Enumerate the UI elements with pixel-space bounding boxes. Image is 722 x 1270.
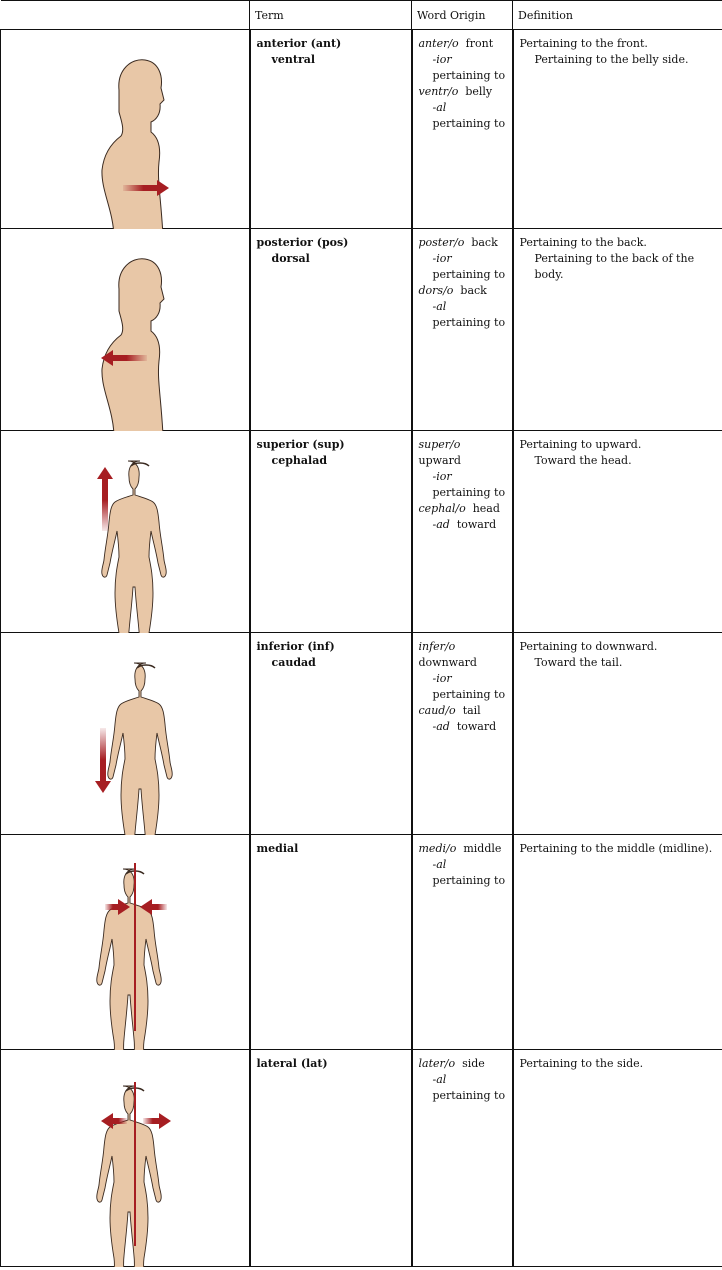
word-origin-cell	[412, 633, 513, 835]
body-arrow-up-icon	[1, 431, 249, 633]
table-row	[1, 431, 722, 633]
table-row	[1, 30, 722, 229]
origin-meaning: pertaining to	[432, 69, 506, 82]
definition-main: Pertaining to downward.	[519, 640, 658, 653]
origin-meaning: side	[462, 1057, 485, 1070]
body-midline-arrows-inward-icon	[1, 835, 249, 1050]
definition-cell	[513, 835, 722, 1050]
definition-main: Pertaining to upward.	[519, 438, 642, 451]
origin-meaning: back	[471, 236, 498, 249]
origin-root: later/o	[418, 1057, 456, 1070]
header-figure	[1, 1, 250, 30]
origin-meaning: pertaining to	[432, 874, 506, 887]
origin-line	[419, 299, 506, 331]
origin-line	[419, 1056, 506, 1072]
origin-root: -ior	[432, 252, 452, 265]
origin-root: -ior	[432, 672, 452, 685]
origin-meaning: pertaining to	[432, 1089, 506, 1102]
origin-root: poster/o	[418, 236, 465, 249]
origin-root: -ad	[432, 518, 450, 531]
figure-cell	[1, 835, 250, 1050]
definition-main: Pertaining to the side.	[519, 1057, 644, 1070]
term-cell	[250, 1050, 412, 1267]
definition-sub: Pertaining to the belly side.	[534, 53, 689, 66]
figure-cell	[1, 229, 250, 431]
term-cell	[250, 229, 412, 431]
definition-main: Pertaining to the middle (midline).	[519, 842, 713, 855]
origin-line	[419, 36, 506, 52]
word-origin-cell	[412, 431, 513, 633]
origin-root: medi/o	[418, 842, 457, 855]
term-cell	[250, 835, 412, 1050]
origin-line	[419, 84, 506, 100]
origin-meaning: head	[472, 502, 500, 515]
header-definition: Definition	[513, 1, 722, 30]
origin-root: caud/o	[418, 704, 456, 717]
header-term: Term	[250, 1, 412, 30]
origin-root: -al	[432, 300, 447, 313]
figure-cell	[1, 633, 250, 835]
word-origin-cell	[412, 229, 513, 431]
torso-profile-arrow-backward-icon	[1, 229, 249, 431]
term-cell	[250, 30, 412, 229]
definition-sub: Toward the head.	[534, 454, 632, 467]
table-row	[1, 1050, 722, 1267]
term-main: superior (sup)	[256, 438, 345, 451]
origin-line	[419, 703, 506, 719]
origin-meaning: middle	[463, 842, 502, 855]
origin-line	[419, 639, 506, 671]
term-synonym: caudad	[271, 656, 316, 669]
origin-root: infer/o	[418, 640, 456, 653]
origin-root: ventr/o	[418, 85, 459, 98]
origin-root: super/o	[418, 438, 461, 451]
definition-cell	[513, 431, 722, 633]
term-main: inferior (inf)	[256, 640, 335, 653]
origin-meaning: belly	[465, 85, 493, 98]
origin-root: -al	[432, 101, 447, 114]
origin-meaning: tail	[462, 704, 481, 717]
definition-main: Pertaining to the front.	[519, 37, 648, 50]
origin-meaning: back	[460, 284, 487, 297]
definition-sub: Toward the tail.	[534, 656, 623, 669]
origin-line	[419, 52, 506, 84]
term-synonym: dorsal	[271, 252, 310, 265]
origin-meaning: pertaining to	[432, 268, 506, 281]
origin-meaning: front	[465, 37, 494, 50]
torso-profile-arrow-forward-icon	[1, 30, 249, 229]
origin-line	[419, 437, 506, 469]
header-row	[1, 1, 722, 30]
origin-meaning: pertaining to	[432, 688, 506, 701]
origin-meaning: upward	[418, 454, 461, 467]
origin-line	[419, 841, 506, 857]
table-row	[1, 835, 722, 1050]
word-origin-cell	[412, 1050, 513, 1267]
definition-cell	[513, 30, 722, 229]
origin-line	[419, 501, 506, 517]
definition-cell	[513, 1050, 722, 1267]
origin-line	[419, 671, 506, 703]
definition-cell	[513, 229, 722, 431]
table-row	[1, 229, 722, 431]
definition-sub: Pertaining to the back of the body.	[534, 252, 695, 281]
origin-line	[419, 251, 506, 283]
origin-line	[419, 100, 506, 132]
definition-cell	[513, 633, 722, 835]
origin-line	[419, 469, 506, 501]
figure-cell	[1, 431, 250, 633]
origin-line	[419, 1072, 506, 1104]
body-midline-arrows-outward-icon	[1, 1050, 249, 1267]
origin-root: -ior	[432, 470, 452, 483]
term-main: posterior (pos)	[256, 236, 349, 249]
body-arrow-down-icon	[1, 633, 249, 835]
origin-meaning: toward	[456, 518, 497, 531]
origin-line	[419, 517, 506, 533]
header-origin: Word Origin	[412, 1, 513, 30]
definition-main: Pertaining to the back.	[519, 236, 647, 249]
origin-meaning: pertaining to	[432, 486, 506, 499]
origin-root: -al	[432, 1073, 447, 1086]
word-origin-cell	[412, 30, 513, 229]
table-row	[1, 633, 722, 835]
origin-root: cephal/o	[418, 502, 466, 515]
term-synonym: ventral	[271, 53, 316, 66]
term-main: anterior (ant)	[256, 37, 342, 50]
origin-meaning: toward	[456, 720, 497, 733]
term-cell	[250, 633, 412, 835]
origin-root: anter/o	[418, 37, 459, 50]
origin-meaning: downward	[418, 656, 477, 669]
term-main: lateral (lat)	[256, 1057, 328, 1070]
figure-cell	[1, 1050, 250, 1267]
figure-cell	[1, 30, 250, 229]
origin-line	[419, 857, 506, 889]
origin-root: -ior	[432, 53, 452, 66]
origin-root: dors/o	[418, 284, 454, 297]
origin-root: -ad	[432, 720, 450, 733]
origin-line	[419, 719, 506, 735]
word-origin-cell	[412, 835, 513, 1050]
term-main: medial	[256, 842, 299, 855]
origin-line	[419, 283, 506, 299]
term-cell	[250, 431, 412, 633]
term-synonym: cephalad	[271, 454, 328, 467]
origin-meaning: pertaining to	[432, 316, 506, 329]
origin-root: -al	[432, 858, 447, 871]
origin-line	[419, 235, 506, 251]
origin-meaning: pertaining to	[432, 117, 506, 130]
